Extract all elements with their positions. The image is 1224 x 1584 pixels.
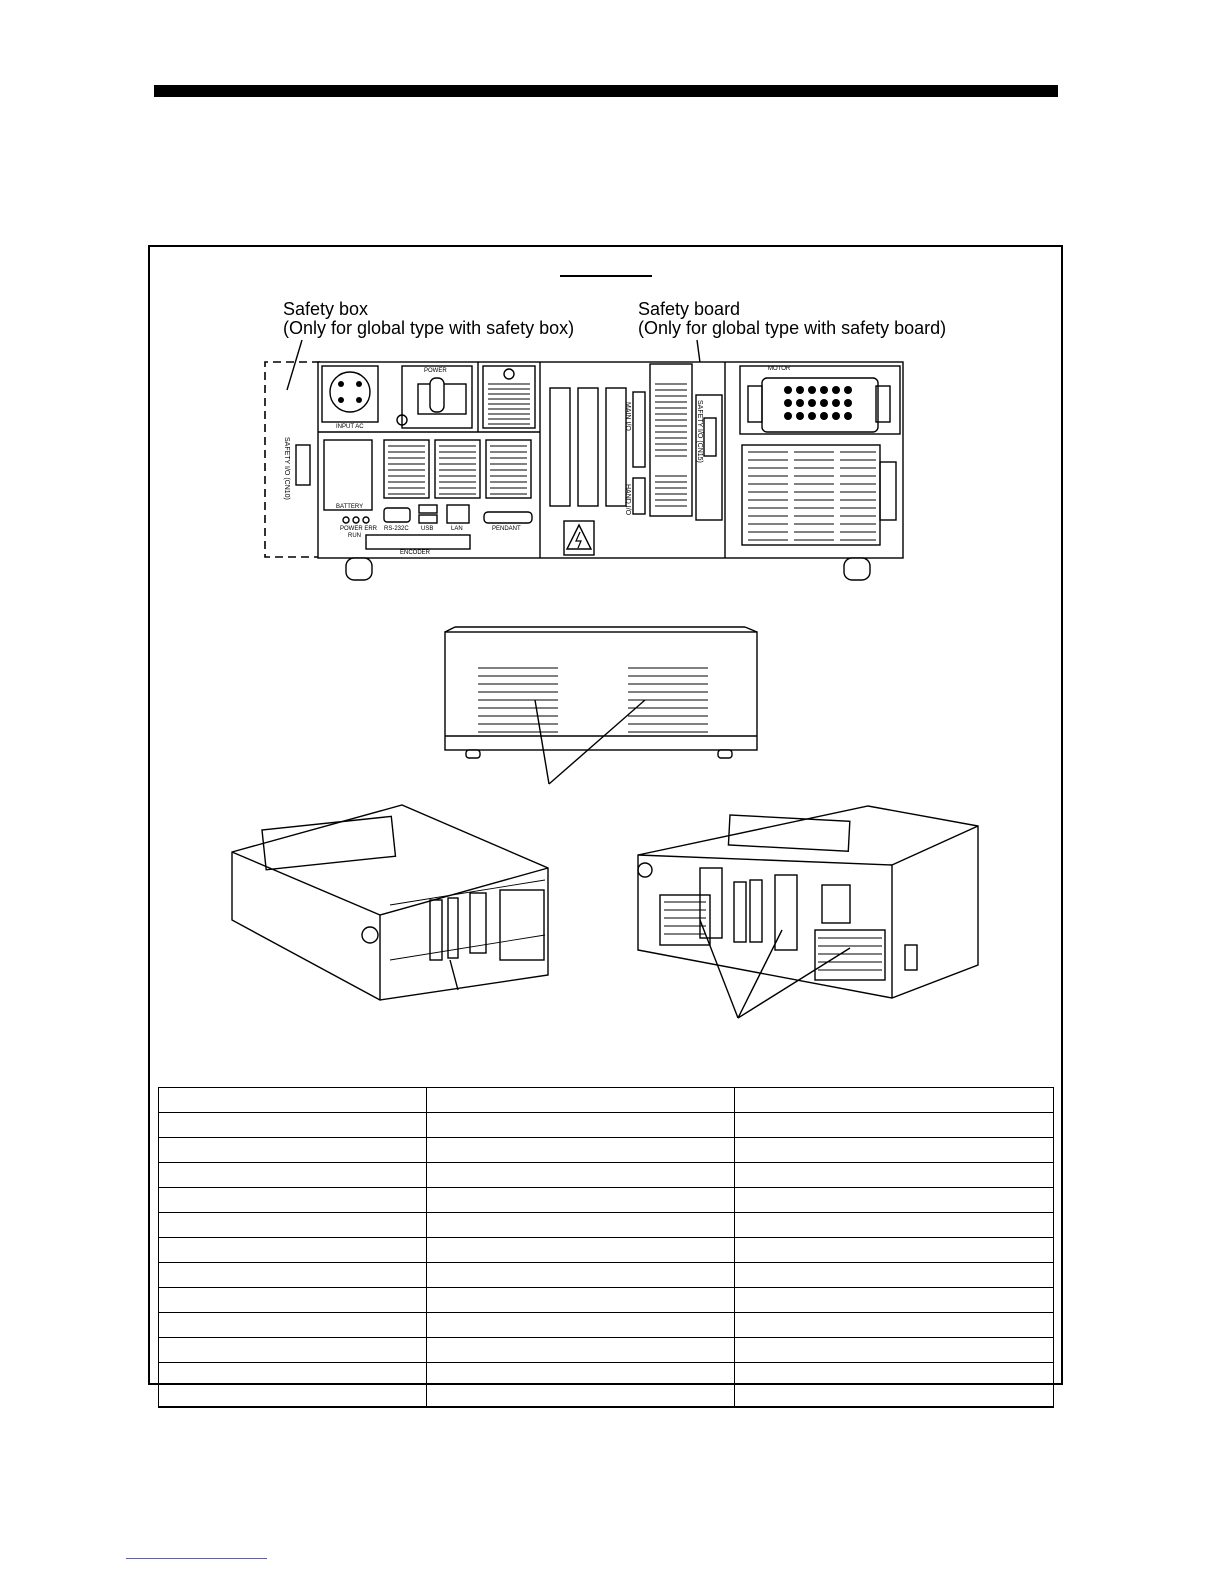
rear-view	[445, 627, 757, 784]
main-io-label: MAIN I/O	[624, 402, 631, 431]
table-cell	[426, 1363, 735, 1408]
table-cell	[159, 1363, 427, 1408]
table-row	[159, 1163, 1054, 1188]
safety-box-leader	[287, 340, 302, 390]
foot-left	[346, 558, 372, 580]
table-cell	[735, 1188, 1054, 1213]
main-io-connector	[633, 392, 645, 467]
table-row	[159, 1363, 1054, 1408]
input-ac-label: INPUT AC	[336, 424, 364, 430]
battery-label: BATTERY	[336, 504, 364, 510]
table-cell	[735, 1288, 1054, 1313]
table-row	[159, 1213, 1054, 1238]
safety-board-note: (Only for global type with safety board)	[638, 318, 947, 338]
table-cell	[735, 1338, 1054, 1363]
table-cell	[426, 1313, 735, 1338]
table-cell	[159, 1338, 427, 1363]
left-perspective-view	[232, 805, 548, 1000]
table-cell	[426, 1238, 735, 1263]
table-row	[159, 1138, 1054, 1163]
safety-board-label: Safety board	[638, 299, 741, 319]
table-row	[159, 1263, 1054, 1288]
table-cell	[426, 1263, 735, 1288]
table-cell	[735, 1263, 1054, 1288]
safety-cn10-label: SAFETY I/O (CN10)	[283, 437, 290, 500]
table-cell	[735, 1113, 1054, 1138]
table-row	[159, 1188, 1054, 1213]
table-cell	[159, 1138, 427, 1163]
table-row	[159, 1313, 1054, 1338]
hand-io-connector	[633, 478, 645, 514]
table-cell	[159, 1213, 427, 1238]
pendant-label: PENDANT	[492, 526, 521, 532]
motor-connector	[762, 378, 878, 432]
table-cell	[735, 1238, 1054, 1263]
safety-cn10-connector	[296, 445, 310, 485]
safety-box-label: Safety box	[283, 299, 369, 319]
safety-box-outline	[265, 362, 320, 557]
table-cell	[735, 1088, 1054, 1113]
foot-right	[844, 558, 870, 580]
footer-link-underline	[126, 1558, 267, 1559]
motor-label: MOTOR	[768, 366, 791, 372]
table-cell	[735, 1213, 1054, 1238]
table-row	[159, 1338, 1054, 1363]
spec-table	[158, 1087, 1054, 1408]
table-cell	[426, 1163, 735, 1188]
table-row	[159, 1113, 1054, 1138]
table-cell	[426, 1088, 735, 1113]
safety-box-note: (Only for global type with safety box)	[283, 318, 575, 338]
table-cell	[159, 1163, 427, 1188]
table-row	[159, 1288, 1054, 1313]
table-cell	[159, 1088, 427, 1113]
table-cell	[426, 1213, 735, 1238]
right-perspective-view	[638, 806, 978, 1018]
table-cell	[159, 1238, 427, 1263]
rs232c-label: RS-232C	[384, 526, 409, 532]
table-cell	[735, 1313, 1054, 1338]
table-cell	[735, 1163, 1054, 1188]
power-label: POWER	[424, 368, 447, 374]
table-cell	[426, 1338, 735, 1363]
safety-cn15-connector	[704, 418, 716, 456]
table-cell	[426, 1288, 735, 1313]
hand-io-label: HAND I/O	[624, 484, 631, 516]
table-cell	[426, 1138, 735, 1163]
table-row	[159, 1238, 1054, 1263]
lan-label: LAN	[451, 526, 463, 532]
table-cell	[735, 1363, 1054, 1408]
table-cell	[159, 1313, 427, 1338]
table-cell	[159, 1263, 427, 1288]
power-err-label: POWER ERR	[340, 526, 378, 532]
safety-cn15-label: SAFETY I/O (CN15)	[696, 400, 703, 463]
table-cell	[159, 1188, 427, 1213]
table-cell	[426, 1188, 735, 1213]
table-cell	[735, 1138, 1054, 1163]
encoder-label: ENCODER	[400, 550, 431, 556]
table-cell	[159, 1288, 427, 1313]
table-cell	[159, 1113, 427, 1138]
table-cell	[426, 1113, 735, 1138]
run-label: RUN	[348, 533, 361, 539]
usb-label: USB	[421, 526, 434, 532]
table-row	[159, 1088, 1054, 1113]
